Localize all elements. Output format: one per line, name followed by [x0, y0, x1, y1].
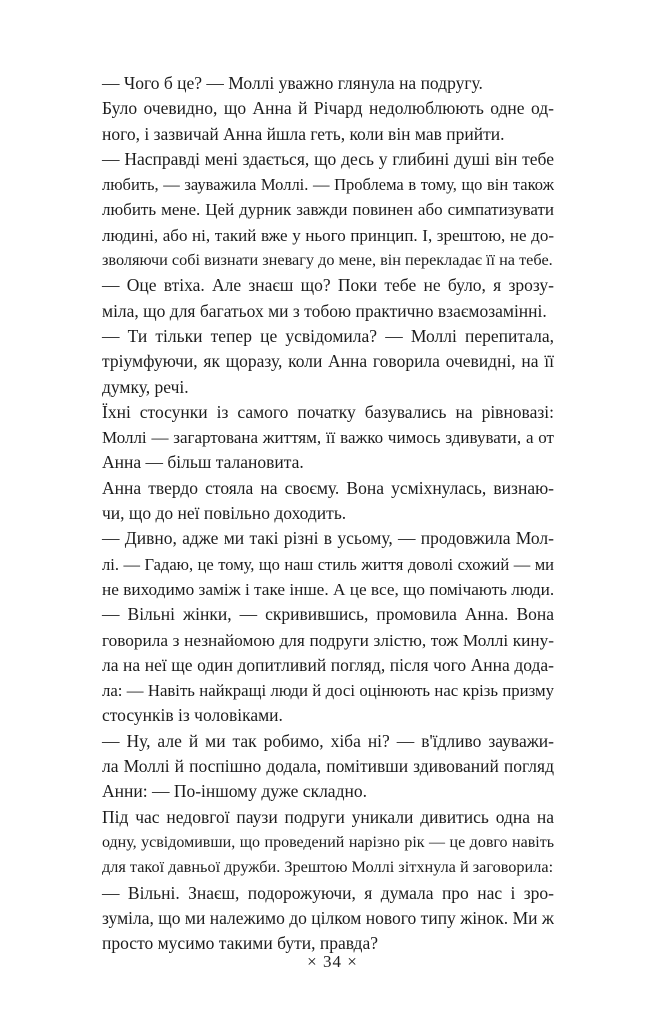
text-line: — Вільні. Знаєш, подорожуючи, я думала про нас і зро- — [102, 882, 554, 903]
text-line: — Насправді мені здається, що десь у глибині душі він тебе — [102, 148, 554, 169]
text-line: говорила з незнайомою для подруги злістю, тож Моллі кину- — [102, 630, 554, 650]
text-line: ного, і зазвичай Анна йшла геть, коли він мав прийти. — [102, 123, 505, 144]
text-line: Анна — більш талановита. — [102, 452, 304, 473]
text-line: ла Моллі й поспішно додала, помітивши здивований погляд — [102, 756, 554, 777]
text-line: зволяючи собі визнати зневагу до мене, він перекладає її на тебе. — [102, 251, 553, 270]
text-line: любить, — зауважила Моллі. — Проблема в тому, що він також — [102, 175, 554, 195]
text-line: — Оце втіха. Але знаєш що? Поки тебе не було, я зрозу- — [102, 275, 554, 296]
page-number: × 34 × — [307, 952, 358, 971]
text-line: Моллі — загартована життям, її важко чимось здивувати, а от — [102, 428, 554, 448]
text-line: — Дивно, адже ми такі різні в усьому, — продовжила Мол- — [102, 528, 554, 549]
text-line: ла на неї ще один допитливий погляд, після чого Анна дода- — [102, 654, 554, 675]
text-line: чи, що до неї повільно доходить. — [102, 503, 347, 524]
text-line: стосунків із чоловіками. — [102, 705, 283, 726]
body-text — [102, 71, 554, 956]
text-line: Їхні стосунки із самого початку базувались на рівновазі: — [102, 401, 554, 422]
text-line: — Вільні жінки, — скривившись, промовила Анна. Вона — [102, 604, 554, 625]
text-line: — Чого б це? — Моллі уважно глянула на подругу. — [102, 73, 483, 93]
text-line: Анни: — По-іншому дуже складно. — [102, 781, 367, 802]
text-line: Було очевидно, що Анна й Річард недолюблюють одне од- — [102, 98, 554, 119]
text-line: любить мене. Цей дурник завжди повинен або симпатизувати — [102, 200, 554, 220]
text-line: не виходимо заміж і таке інше. А це все, що помічають люди. — [102, 579, 555, 599]
text-line: лі. — Гадаю, це тому, що наш стиль життя доволі схожий — ми — [102, 554, 554, 574]
text-line: — Ну, але й ми так робимо, хіба ні? — в'їдливо зауважи- — [102, 730, 554, 751]
text-line: ла: — Навіть найкращі люди й досі оцінюють нас крізь призму — [102, 681, 554, 701]
text-line: зуміла, що ми належимо до цілком нового типу жінок. Ми ж — [102, 907, 554, 928]
text-line: Анна твердо стояла на своєму. Вона усміхнулась, визнаю- — [102, 477, 554, 498]
text-line: для такої давньої дружби. Зрештою Моллі зітхнула й заговорила: — [102, 858, 554, 877]
text-line: тріумфуючи, як щоразу, коли Анна говорила очевидні, на її — [102, 351, 554, 372]
text-line: людині, або ні, такий вже у нього принцип. І, зрештою, не до- — [102, 225, 554, 245]
text-line: Під час недовгої паузи подруги уникали дивитись одна на — [102, 806, 554, 827]
text-line: міла, що для багатьох ми з тобою практично взаємозамінні. — [102, 300, 547, 321]
text-line: одну, усвідомивши, що проведений нарізно рік — це довго навіть — [102, 833, 554, 851]
text-line: — Ти тільки тепер це усвідомила? — Моллі перепитала, — [102, 325, 554, 346]
text-line: думку, речі. — [102, 376, 189, 397]
text-line: просто мусимо такими бути, правда? — [102, 933, 378, 954]
